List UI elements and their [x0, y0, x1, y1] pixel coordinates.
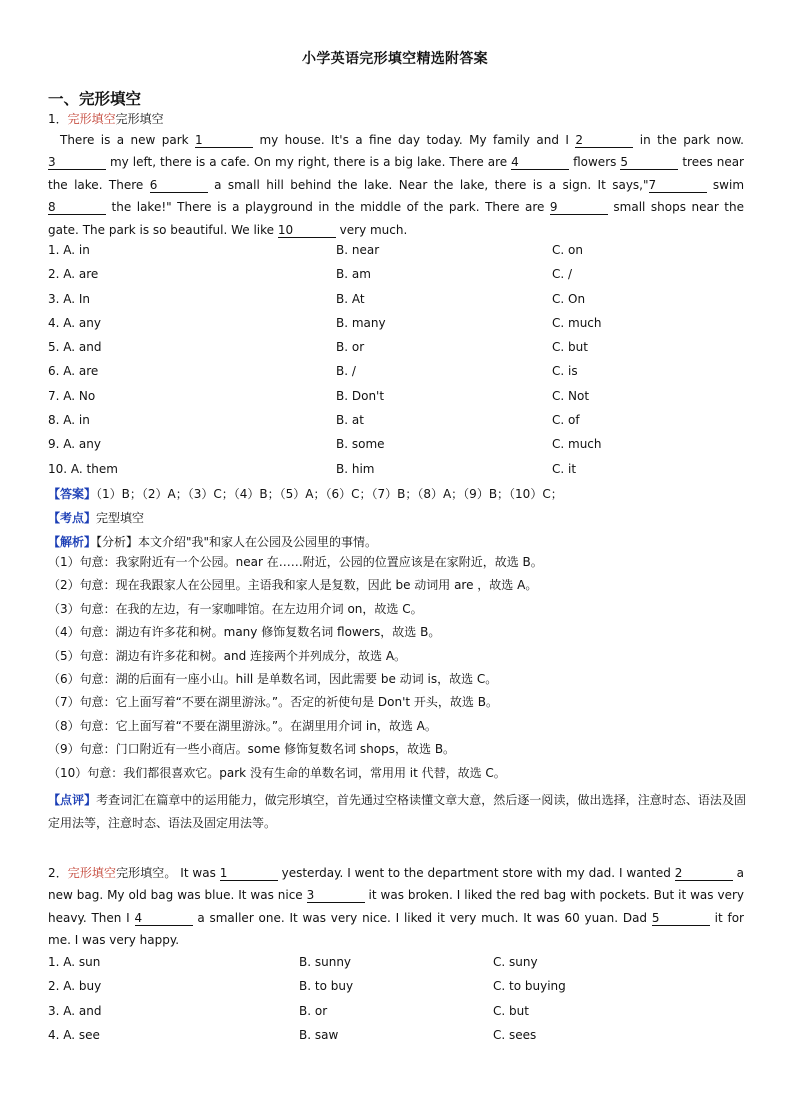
blank-1[interactable]: 1 [220, 866, 278, 881]
option-a[interactable]: 3. A. and [48, 1003, 102, 1018]
option-c[interactable]: C. of [552, 413, 580, 428]
blank-4[interactable]: 4 [511, 155, 569, 170]
explanation-item: （8）句意：它上面写着“不要在湖里游泳。”。在湖里用介词 in，故选 A。 [48, 718, 437, 733]
option-row [48, 316, 748, 340]
question-number: 1． [48, 112, 68, 126]
question-number: 2． [48, 866, 68, 880]
passage-text: small shops near the gate. The park is so beautiful. We like [48, 200, 744, 237]
blank-2[interactable]: 2 [575, 133, 633, 148]
passage-text: flowers [569, 155, 621, 170]
blank-5[interactable]: 5 [652, 911, 710, 926]
question-type-label: 完形填空 [115, 112, 164, 126]
option-b[interactable]: B. some [336, 437, 385, 452]
explanation-item: （2）句意：现在我跟家人在公园里。主语我和家人是复数，因此 be 动词用 are ，故选 A。 [48, 578, 538, 593]
option-c[interactable]: C. On [552, 291, 586, 306]
option-row [48, 292, 748, 316]
option-row [48, 1028, 748, 1052]
passage-text: a smaller one. It was very nice. I liked it very much. It was 60 yuan. Dad [192, 910, 652, 925]
passage-text: the lake!" There is a playground in the middle of the park. There are [106, 200, 550, 215]
explanation-item: （6）句意：湖的后面有一座小山。hill 是单数名词，因此需要 be 动词 is，故选 C。 [48, 671, 498, 686]
explanation-item: （1）句意：我家附近有一个公园。near 在……附近，公园的位置应该是在家附近，故选 B。 [48, 555, 543, 569]
option-row [48, 979, 748, 1003]
option-b[interactable]: B. Don't [336, 388, 385, 403]
blank-7[interactable]: 7 [649, 178, 707, 193]
option-row [48, 413, 748, 437]
option-a[interactable]: 10. A. them [48, 461, 118, 476]
option-b[interactable]: B. or [299, 1003, 328, 1018]
passage-text: in the park now. [633, 133, 744, 147]
option-row [48, 462, 748, 486]
option-a[interactable]: 4. A. see [48, 1027, 100, 1042]
question-1-header [48, 110, 164, 127]
question-1-passage [48, 129, 744, 241]
option-a[interactable]: 2. A. are [48, 267, 99, 282]
option-b[interactable]: B. saw [299, 1027, 339, 1042]
comment-tag: 【点评】 [48, 793, 97, 807]
option-a[interactable]: 1. A. in [48, 243, 90, 257]
option-a[interactable]: 6. A. are [48, 364, 99, 379]
option-row [48, 1004, 748, 1028]
passage-text: it for me. I was very happy. [48, 910, 744, 948]
option-row [48, 340, 748, 364]
blank-8[interactable]: 8 [48, 200, 106, 215]
point-line [48, 509, 144, 526]
explanation-item: （9）句意：门口附近有一些小商店。some 修饰复数名词 shops，故选 B。 [48, 742, 456, 757]
option-c[interactable]: C. it [552, 461, 577, 476]
blank-5[interactable]: 5 [620, 155, 678, 170]
passage-text: swim [706, 177, 745, 192]
option-row [48, 267, 748, 291]
option-c[interactable]: C. much [552, 437, 602, 452]
blank-3[interactable]: 3 [48, 155, 106, 170]
option-b[interactable]: B. many [336, 315, 386, 330]
option-a[interactable]: 9. A. any [48, 437, 101, 452]
option-a[interactable]: 4. A. any [48, 315, 101, 330]
explanation-item: （10）句意：我们都很喜欢它。park 没有生命的单数名词，常用用 it 代替，故选 C。 [48, 765, 506, 780]
passage-text: There is a new park [60, 133, 196, 147]
option-c[interactable]: C. but [552, 340, 588, 355]
option-b[interactable]: B. to buy [299, 979, 354, 994]
option-c[interactable]: C. much [552, 315, 602, 330]
analysis-line [48, 533, 377, 550]
passage-text: my left, there is a cafe. On my right, there is a big lake. There are [106, 155, 512, 170]
passage-text: trees near the lake. There [48, 155, 744, 192]
option-b[interactable]: B. / [336, 364, 356, 379]
question-type-link[interactable]: 完形填空 [67, 866, 117, 880]
question-type-label: 完形填空 [116, 866, 165, 880]
passage-text: very much. [335, 222, 408, 237]
option-b[interactable]: B. at [336, 413, 364, 428]
option-a[interactable]: 1. A. sun [48, 955, 101, 969]
comment-text: 考查词汇在篇章中的运用能力，做完形填空，首先通过空格读懂文章大意，然后逐一阅读，做出选择，注意时态、语法及固定用法等，注意时态、语法及固定用法等。 [48, 793, 746, 830]
explanation-item: （5）句意：湖边有许多花和树。and 连接两个并列成分，故选 A。 [48, 648, 407, 663]
passage-text: yesterday. I went to the department store with my dad. I wanted [277, 866, 675, 880]
passage-text: a new bag. My old bag was blue. It was nice [48, 866, 744, 903]
answer-text: （1）B；（2）A；（3）C；（4）B；（5）A；（6）C；（7）B；（8）A；（9）B；（10）C； [96, 487, 563, 501]
comment-block [48, 789, 746, 834]
blank-3[interactable]: 3 [307, 888, 365, 903]
option-row [48, 389, 748, 413]
question-1-options [48, 243, 748, 486]
option-c[interactable]: C. sees [493, 1027, 537, 1042]
option-c[interactable]: C. on [552, 243, 583, 257]
option-row [48, 243, 748, 267]
option-b[interactable]: B. him [336, 461, 375, 476]
blank-9[interactable]: 9 [550, 200, 608, 215]
option-row [48, 437, 748, 461]
section-title: 一、完形填空 [48, 90, 142, 108]
blank-10[interactable]: 10 [278, 223, 336, 238]
explanation-list [48, 551, 748, 785]
option-a[interactable]: 2. A. buy [48, 979, 102, 994]
option-b[interactable]: B. At [336, 291, 365, 306]
blank-1[interactable]: 1 [195, 133, 253, 148]
explanation-item: （4）句意：湖边有许多花和树。many 修饰复数名词 flowers，故选 B。 [48, 625, 441, 640]
analysis-tag: 【解析】 [48, 535, 97, 549]
option-a[interactable]: 7. A. No [48, 388, 96, 403]
option-b[interactable]: B. or [336, 340, 365, 355]
blank-4[interactable]: 4 [135, 911, 193, 926]
passage-text: 。 It was [164, 866, 220, 880]
explanation-item: （3）句意：在我的左边，有一家咖啡馆。在左边用介词 on，故选 C。 [48, 601, 423, 616]
option-a[interactable]: 5. A. and [48, 340, 102, 355]
option-row [48, 955, 748, 979]
explanation-item: （7）句意：它上面写着“不要在湖里游泳。”。否定的祈使句是 Don't 开头，故选 B。 [48, 695, 498, 710]
passage-text: my house. It's a fine day today. My family and I [253, 133, 576, 147]
option-a[interactable]: 8. A. in [48, 413, 90, 428]
question-2-options [48, 955, 748, 1052]
point-tag: 【考点】 [48, 511, 97, 525]
passage-text: a small hill behind the lake. Near the lake, there is a sign. It says," [207, 177, 649, 192]
option-b[interactable]: B. sunny [299, 955, 352, 969]
option-c[interactable]: C. suny [493, 955, 538, 969]
blank-2[interactable]: 2 [675, 866, 733, 881]
question-type-link[interactable]: 完形填空 [67, 112, 116, 126]
option-c[interactable]: C. Not [552, 388, 590, 403]
answer-tag: 【答案】 [48, 487, 97, 501]
passage-text: it was broken. I liked the red bag with pockets. But it was very heavy. Then I [48, 888, 744, 925]
document-title: 小学英语完形填空精选附答案 [302, 51, 488, 67]
answer-line [48, 485, 563, 502]
analysis-text: 【分析】本文介绍"我"和家人在公园及公园里的事情。 [96, 535, 378, 549]
option-c[interactable]: C. / [552, 267, 573, 282]
option-b[interactable]: B. am [336, 267, 371, 282]
option-row [48, 364, 748, 388]
option-a[interactable]: 3. A. In [48, 291, 91, 306]
option-c[interactable]: C. is [552, 364, 578, 379]
option-c[interactable]: C. but [493, 1003, 529, 1018]
point-text: 完型填空 [96, 511, 145, 525]
option-b[interactable]: B. near [336, 243, 380, 257]
blank-6[interactable]: 6 [150, 178, 208, 193]
option-c[interactable]: C. to buying [493, 979, 566, 994]
question-2-passage [48, 862, 744, 952]
